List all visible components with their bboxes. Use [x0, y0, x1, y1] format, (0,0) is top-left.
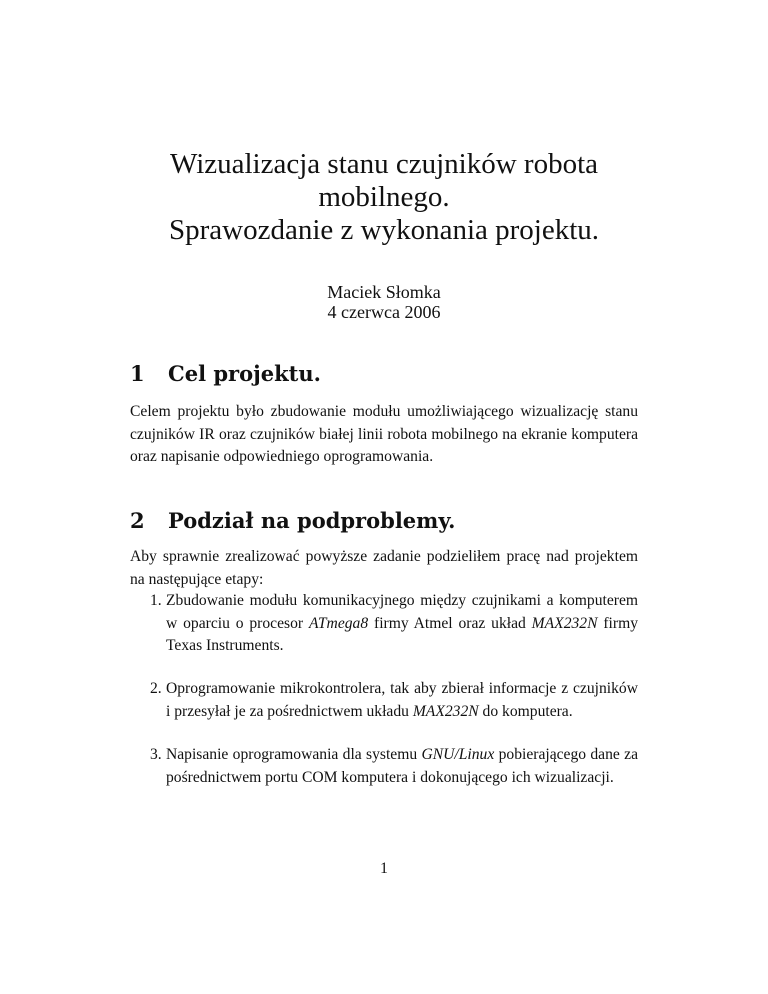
list-item-emphasis: ATmega8 — [308, 614, 369, 632]
list-item-text: pobierającego dane za pośrednictwem portu COM komputera i dokonującego ich wizualizacji. — [166, 746, 638, 786]
document-date: 4 czerwca 2006 — [327, 302, 441, 322]
list-item-text: firmy Atmel oraz układ — [368, 614, 532, 632]
list-item-text: Zbudowanie modułu komunikacyjnego między czujnikami a komputerem w oparciu o procesor — [166, 592, 638, 632]
author-name: Maciek Słomka — [327, 282, 441, 302]
title-line: Sprawozdanie z wykonania projektu. — [168, 214, 600, 246]
section-heading — [130, 361, 638, 386]
list-item — [150, 678, 638, 723]
list-item-number: 2. — [150, 680, 162, 697]
title-line: mobilnego. — [318, 181, 450, 213]
list-item-text: firmy Texas Instruments. — [166, 614, 638, 654]
section-number: 1 — [130, 361, 145, 386]
list-item-text: Napisanie oprogramowania dla systemu — [166, 746, 422, 763]
list-item — [150, 744, 638, 789]
page-number: 1 — [380, 860, 388, 877]
title-line: Wizualizacja stanu czujników robota — [169, 148, 599, 180]
list-item-number: 3. — [150, 746, 162, 763]
list-item-text: do komputera. — [478, 702, 573, 720]
section-title: Podział na podproblemy. — [168, 508, 456, 533]
list-item-text: Oprogramowanie mikrokontrolera, tak aby zbierał informacje z czujników i przesyłał je za pośrednictwem układu — [166, 680, 638, 720]
list-item-number: 1. — [150, 592, 162, 609]
list-item-emphasis: MAX232N — [531, 614, 598, 632]
section-title: Cel projektu. — [168, 361, 321, 386]
section-heading — [130, 508, 638, 533]
list-item — [150, 590, 638, 658]
section-paragraph: Celem projektu było zbudowanie modułu umożliwiającego wizualizację stanu czujników IR oraz czujników białej linii robota mobilnego na ekranie komputera oraz napisanie odpowiedniego oprogramowania. — [130, 403, 638, 465]
list-item-emphasis: MAX232N — [412, 702, 479, 720]
document-title — [130, 148, 638, 247]
section-paragraph: Aby sprawnie zrealizować powyższe zadanie podzieliłem pracę nad projektem na następujące etapy: — [130, 548, 638, 588]
section-number: 2 — [130, 508, 145, 533]
list-item-emphasis: GNU/Linux — [421, 746, 495, 763]
